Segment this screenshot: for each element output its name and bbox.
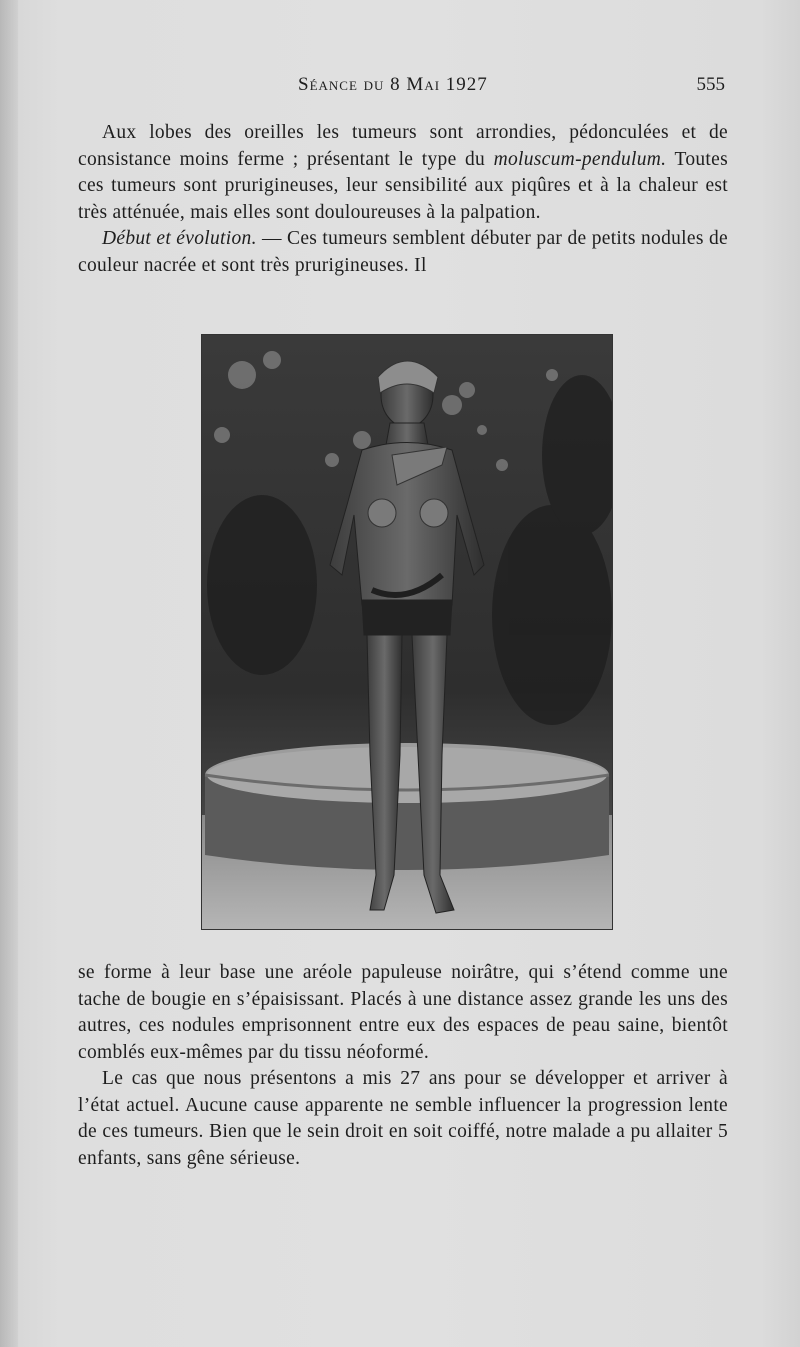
paragraph-cas: Le cas que nous présentons a mis 27 ans pour se développer et arriver à l’état actuel. Aucune cause apparente ne semble influencer la progression lente de ces tumeurs. Bien que le sein droit en soit coiffé, notre malade a pu allaiter 5 enfants, sans gêne sérieuse. — [78, 1068, 728, 1169]
page-header — [80, 74, 725, 104]
section-heading-debut: Début et évolution. — [102, 228, 257, 249]
paragraph-debut — [78, 226, 728, 279]
bottom-text-block — [78, 960, 728, 1172]
page-number: 555 — [696, 74, 725, 95]
molluscum-term: moluscum-pendulum. — [493, 148, 667, 170]
top-text-block — [78, 120, 728, 279]
paragraph-areole: se forme à leur base une aréole papuleuse noirâtre, qui s’étend comme une tache de bougie en s’épaisissant. Placés à une distance assez grande les uns des autres, ces nodules emprisonnent entre eux des espaces de peau saine, bientôt comblés eux-mêmes par du tissu néoformé. — [78, 962, 728, 1063]
running-head: Séance du 8 Mai 1927 — [298, 74, 488, 95]
paragraph-lobes-text: Aux lobes des oreilles les tumeurs sont arrondies, pédonculées et de consistance moins ferme ; présentant le type du — [78, 122, 728, 170]
photograph-figure — [201, 334, 613, 930]
photograph — [202, 335, 612, 929]
page-gutter — [0, 0, 18, 1347]
paragraph-lobes — [78, 120, 728, 226]
paragraph-lobes-end: Toutes ces tumeurs sont prurigineuses, leur sensibilité aux piqûres et à la chaleur est très atténuée, mais elles sont douloureuses à la palpation. — [78, 148, 728, 223]
paragraph-debut-text: — Ces tumeurs semblent débuter par de petits nodules de couleur nacrée et sont très prurigineuses. Il — [78, 228, 728, 276]
